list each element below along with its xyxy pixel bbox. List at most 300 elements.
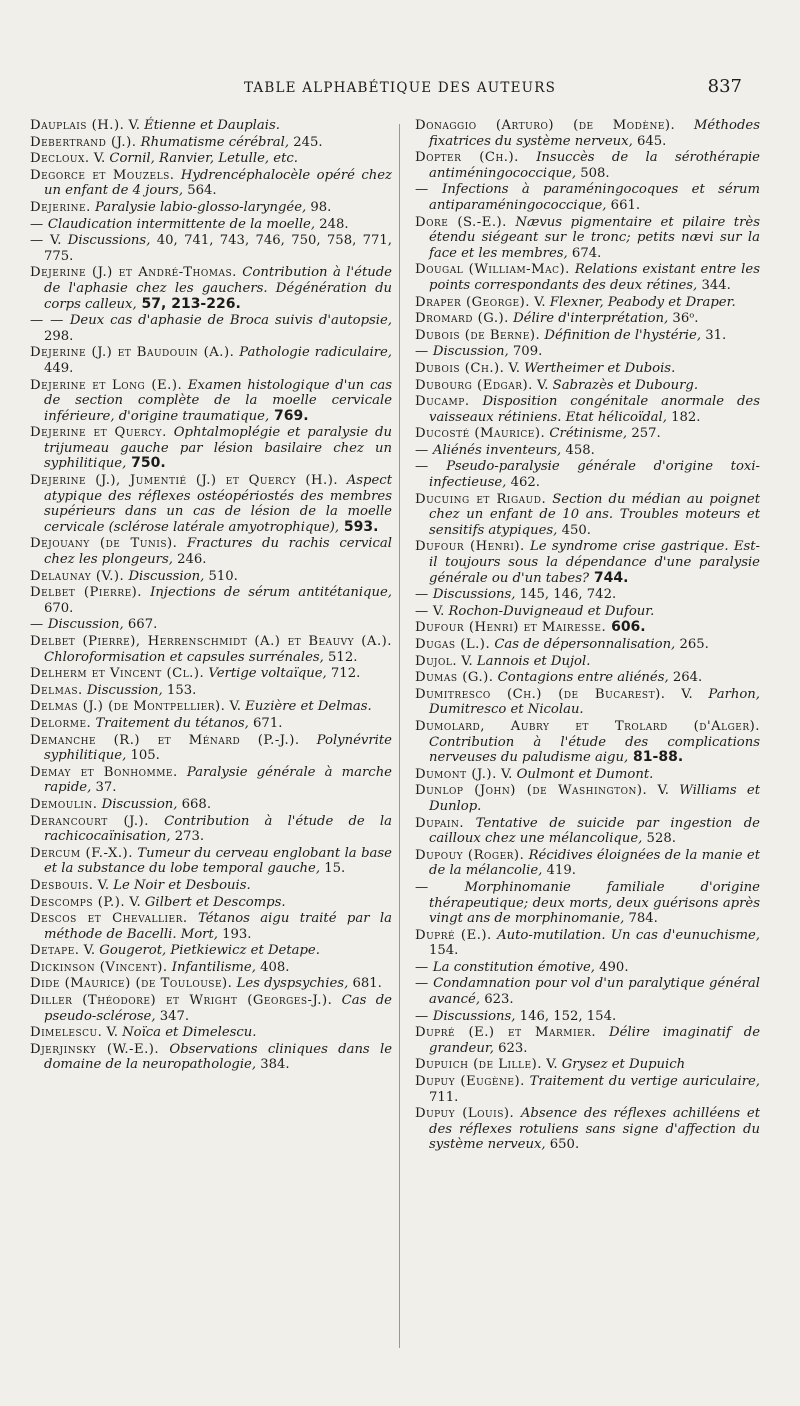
entry-work: Condamnation pour vol d'un paralytique général avancé,	[429, 976, 760, 1008]
entry-page-ref: 490.	[594, 959, 629, 975]
entry-work: Oulmont et Dumont.	[516, 766, 654, 782]
entry-work: Gougerot, Pietkiewicz et Detape.	[99, 943, 320, 959]
entry-name: Dercum (F.-X.).	[30, 845, 133, 861]
entry-sep: V.	[43, 233, 68, 249]
index-entry	[30, 233, 392, 264]
entry-work: Infantilisme,	[171, 959, 256, 975]
entry-work: Claudication intermittente de la moelle,	[47, 216, 316, 232]
entry-sep: V.	[496, 766, 517, 782]
index-entry	[415, 1106, 760, 1153]
index-entry	[415, 928, 760, 959]
entry-name: Desbouis.	[30, 877, 94, 893]
index-entry	[30, 765, 392, 796]
entry-name: Dumolard, Aubry et Trolard (d'Alger).	[415, 718, 760, 734]
entry-sep: V.	[89, 151, 110, 167]
entry-work: Discussion,	[432, 344, 509, 360]
entry-sep	[142, 585, 150, 600]
entry-sep	[300, 733, 317, 748]
entry-sep	[596, 1025, 609, 1040]
entry-work: Cornil, Ranvier, Letulle, etc.	[109, 151, 298, 167]
index-entry	[30, 846, 392, 877]
entry-work: Disposition congénitale anormale des vaisseaux rétiniens. Etat hélicoïdal,	[429, 394, 760, 425]
entry-sep: V.	[79, 943, 100, 959]
index-entry	[415, 960, 760, 976]
entry-page-ref: 458.	[561, 442, 595, 458]
entry-work: Contribution à l'étude de l'aphasie chez les gauchers. Dégénération du corps calleux,	[44, 265, 392, 312]
entry-work: Aspect atypique des réflexes ostéopériostés des membres supérieurs dans un cas de lésion de la moelle cervicale (sclérose latérale amyotrophique),	[44, 473, 392, 535]
entry-page-ref: 645.	[632, 133, 667, 149]
entry-work: Rhumatisme cérébral,	[140, 134, 290, 150]
entry-page-ref: 265.	[675, 637, 709, 652]
index-entry	[415, 848, 760, 879]
entry-page-ref: 145, 146, 742.	[515, 587, 617, 603]
entry-work: Pathologie radiculaire,	[239, 345, 392, 361]
entry-work: Parhon, Dumitresco et Nicolau.	[429, 686, 760, 718]
entry-name: Donaggio (Arturo) (de Modène).	[415, 118, 676, 133]
entry-work: Infections à paraméningocoques et sérum antiparaméningococcique,	[429, 182, 760, 213]
index-entry	[415, 262, 760, 293]
entry-work: Tétanos aigu traité par la méthode de Bacelli. Mort,	[44, 911, 392, 942]
entry-name: Dunlop (John) (de Washington).	[415, 783, 648, 799]
entry-name: Diller (Théodore) et Wright (Georges-J.).	[30, 993, 333, 1009]
entry-page-ref: 711.	[429, 1089, 459, 1105]
index-entry	[415, 719, 760, 766]
entry-work: Pseudo-paralysie générale d'origine toxi-infectieuse,	[429, 459, 760, 491]
entry-name: Draper (George).	[415, 294, 530, 310]
entry-work: Contagions entre aliénés,	[497, 670, 669, 686]
index-entry	[415, 783, 760, 814]
index-entry	[415, 215, 760, 262]
entry-name: Djerjinsky (W.-E.).	[30, 1041, 160, 1057]
entry-page-ref: 623.	[480, 992, 514, 1008]
entry-name: Dore (S.-E.).	[415, 214, 507, 230]
index-entry	[415, 767, 760, 783]
entry-sep	[675, 118, 694, 133]
entry-page-ref: 81-88.	[628, 749, 684, 766]
entry-sep: V.	[124, 118, 145, 133]
entry-page-ref: 146, 152, 154.	[515, 1008, 617, 1024]
entry-work: Cas de dépersonnalisation,	[494, 637, 676, 652]
page-number: 837	[707, 76, 742, 97]
entry-name: —	[415, 459, 429, 475]
index-entry	[415, 295, 760, 311]
entry-name: Dumas (G.).	[415, 670, 494, 686]
entry-work: La constitution émotive,	[432, 959, 595, 975]
entry-work: Section du médian au poignet chez un enfant de 10 ans. Troubles moteurs et sensitifs atypiques,	[429, 491, 760, 538]
entry-name: Dimelescu.	[30, 1025, 103, 1041]
entry-sep	[514, 1106, 521, 1121]
entry-name: Dejerine (J.) et Baudouin (A.).	[30, 345, 235, 361]
index-entry	[30, 473, 392, 535]
index-entry	[415, 976, 760, 1007]
index-entry	[415, 1057, 760, 1073]
index-entry	[415, 816, 760, 847]
entry-name: Demoulin.	[30, 796, 98, 812]
index-entry	[415, 492, 760, 539]
index-entry	[415, 637, 760, 653]
entry-page-ref: 450.	[557, 522, 591, 538]
entry-page-ref: 709.	[508, 344, 543, 360]
entry-work: Discussion,	[128, 568, 205, 584]
index-entry	[415, 118, 760, 149]
entry-work: Délire imaginatif de grandeur,	[429, 1025, 760, 1056]
index-entry	[30, 797, 392, 813]
entry-sep: V.	[504, 360, 525, 376]
index-entry	[415, 378, 760, 394]
index-entry	[30, 617, 392, 633]
entry-sep: V.	[125, 894, 145, 910]
entry-work: Chloroformisation et capsules surrénales,	[44, 649, 324, 665]
entry-name: —	[415, 442, 429, 458]
entry-name: Dopter (Ch.).	[415, 150, 519, 166]
entry-name: Dauplais (H.).	[30, 118, 125, 133]
entry-sep	[429, 182, 442, 197]
entry-page-ref: 154.	[429, 943, 459, 959]
entry-work: Traitement du vertige auriculaire,	[529, 1074, 760, 1090]
entry-work: Insuccès de la sérothérapie antiméningococcique,	[429, 150, 760, 181]
entry-name: Dumitresco (Ch.) (de Bucarest).	[415, 686, 666, 702]
entry-page-ref: 37.	[91, 780, 117, 796]
entry-page-ref: 512.	[323, 649, 358, 665]
entry-work: Relations existant entre les points correspondants des deux rétines,	[429, 262, 760, 293]
entry-page-ref: 40, 741, 743, 746, 750, 758, 771, 775.	[44, 233, 392, 264]
index-entry	[30, 265, 392, 312]
entry-work: Fractures du rachis cervical chez les plongeurs,	[44, 536, 392, 568]
entry-work: Le syndrome crise gastrique. Est-il toujours sous la dépendance d'une paralysie générale ou d'un tabes?	[429, 539, 760, 586]
entry-page-ref: 671.	[248, 715, 283, 731]
entry-sep	[149, 814, 164, 829]
entry-name: Dupuy (Louis).	[415, 1106, 515, 1122]
entry-name: Delbet (Pierre), Herrenschmidt (A.) et Beauvy (A.).	[30, 634, 392, 649]
entry-work: Crétinisme,	[549, 426, 628, 442]
entry-page-ref: 668.	[177, 796, 212, 812]
entry-work: Rochon-Duvigneaud et Dufour.	[448, 603, 655, 619]
entry-name: Debertrand (J.).	[30, 134, 137, 150]
index-entry	[30, 814, 392, 845]
entry-name: —	[415, 344, 429, 360]
index-entry	[415, 443, 760, 459]
entry-work: Absence des réflexes achilléens et des réflexes rotuliens sans signe d'affection du système nerveux,	[429, 1106, 760, 1153]
entry-name: Dubourg (Edgar).	[415, 377, 533, 393]
index-entry	[30, 585, 392, 616]
entry-work: Discussion,	[101, 796, 178, 812]
entry-name: —	[415, 976, 429, 992]
entry-page-ref: 193.	[217, 926, 252, 942]
index-entry	[415, 587, 760, 603]
entry-name: Demanche (R.) et Ménard (P.-J.).	[30, 732, 300, 748]
entry-name: Dugas (L.).	[415, 637, 491, 652]
entry-name: Delherm et Vincent (Cl.).	[30, 666, 205, 682]
entry-sep: V.	[457, 653, 477, 669]
entry-name: —	[415, 1008, 429, 1024]
entry-name: Dupouy (Roger).	[415, 847, 525, 863]
entry-page-ref: 153.	[162, 682, 197, 698]
entry-page-ref: 508.	[576, 165, 610, 181]
entry-name: —	[415, 959, 429, 975]
entry-page-ref: 667.	[123, 617, 158, 633]
index-entry	[415, 182, 760, 213]
entry-work: Aliénés inventeurs,	[432, 442, 562, 458]
entry-work: Tumeur du cerveau englobant la base et la substance du lobe temporal gauche,	[44, 845, 392, 877]
entry-page-ref: 661.	[606, 197, 641, 213]
index-entry	[30, 733, 392, 764]
entry-name: — —	[30, 313, 64, 329]
entry-work: Définition de l'hystérie,	[544, 327, 702, 343]
entry-work: Discussion,	[86, 682, 163, 698]
entry-name: Dejerine (J.) et André-Thomas.	[30, 265, 237, 281]
entry-name: Dupuich (de Lille).	[415, 1057, 542, 1073]
index-entry	[415, 150, 760, 181]
entry-name: Dejerine et Long (E.).	[30, 377, 183, 393]
index-entry	[415, 361, 760, 377]
entry-sep	[167, 425, 174, 440]
entry-page-ref: 462.	[506, 475, 540, 491]
entry-name: Delorme.	[30, 715, 92, 731]
entry-page-ref: 670.	[44, 600, 74, 616]
entry-page-ref: 408.	[255, 959, 290, 975]
entry-work: Étienne et Dauplais.	[144, 118, 280, 133]
entry-page-ref: 674.	[567, 245, 602, 261]
entry-work: Discussion,	[47, 617, 124, 633]
entry-page-ref: 57, 213-226.	[136, 295, 241, 312]
index-entry	[415, 880, 760, 927]
entry-page-ref: 769.	[269, 407, 309, 424]
index-entry	[30, 699, 392, 715]
entry-name: —	[30, 216, 44, 232]
index-entry	[30, 993, 392, 1024]
index-entry	[30, 683, 392, 699]
index-entry	[415, 670, 760, 686]
entry-work: Grysez et Dupuich	[561, 1057, 686, 1073]
entry-name: Dubois (Ch.).	[415, 360, 505, 376]
entry-page-ref: 36ᵒ.	[668, 311, 699, 327]
entry-page-ref: 264.	[668, 670, 703, 686]
entry-sep	[159, 1042, 169, 1057]
entry-page-ref: 248.	[315, 216, 349, 232]
entry-work: Les dyspsychies,	[236, 976, 349, 992]
entry-sep	[188, 911, 198, 926]
page-header	[0, 76, 800, 104]
entry-name: Dumont (J.).	[415, 766, 497, 782]
index-entry	[415, 654, 760, 670]
entry-sep	[429, 880, 465, 895]
entry-name: Ducamp.	[415, 394, 470, 410]
entry-page-ref: 564.	[183, 183, 217, 199]
entry-name: —	[415, 587, 429, 603]
entry-name: Degorce et Mouzels.	[30, 167, 175, 183]
entry-page-ref: 273.	[170, 829, 205, 845]
index-entry	[30, 569, 392, 585]
index-columns	[30, 118, 760, 1386]
index-entry	[30, 217, 392, 233]
entry-page-ref: 245.	[289, 134, 323, 150]
entry-work: Délire d'interprétation,	[513, 311, 669, 327]
entry-name: Delmas.	[30, 682, 83, 698]
entry-work: Sabrazès et Dubourg.	[552, 377, 699, 393]
index-entry	[30, 666, 392, 682]
index-entry	[415, 620, 760, 636]
index-entry	[30, 200, 392, 216]
entry-name: Dufour (Henri).	[415, 539, 525, 555]
entry-sep: V.	[532, 377, 553, 393]
index-entry	[415, 1009, 760, 1025]
entry-name: Demay et Bonhomme.	[30, 764, 178, 780]
index-entry	[30, 151, 392, 167]
entry-name: Dupré (E.) et Marmier.	[415, 1025, 597, 1041]
index-entry	[30, 378, 392, 425]
entry-page-ref: 784.	[624, 911, 658, 927]
entry-page-ref: 31.	[701, 327, 727, 343]
entry-work: Wertheimer et Dubois.	[524, 360, 676, 376]
index-entry	[30, 960, 392, 976]
entry-page-ref: 681.	[348, 976, 382, 992]
left-column	[30, 118, 392, 1386]
entry-page-ref: 298.	[44, 328, 74, 344]
entry-sep	[338, 473, 347, 488]
entry-name: Dejerine et Quercy.	[30, 425, 167, 441]
entry-work: Ophtalmoplégie et paralysie du trijumeau gauche par lésion basilaire chez un syphilitique,	[44, 425, 392, 472]
entry-sep: V.	[102, 1025, 123, 1041]
index-entry	[30, 716, 392, 732]
index-entry	[415, 539, 760, 586]
index-entry	[30, 345, 392, 376]
entry-work: Contribution à l'étude de la rachicocaïnisation,	[44, 813, 392, 845]
entry-page-ref: 650.	[545, 1137, 580, 1153]
index-entry	[415, 459, 760, 490]
entry-page-ref: 257.	[627, 426, 661, 442]
entry-sep	[464, 816, 476, 831]
index-entry	[415, 687, 760, 718]
entry-name: Ducosté (Maurice).	[415, 426, 546, 442]
entry-work: Euzière et Delmas.	[245, 699, 372, 715]
entry-work: Lannois et Dujol.	[476, 653, 591, 669]
entry-name: —	[30, 233, 44, 249]
entry-name: Dejerine.	[30, 199, 91, 215]
index-entry	[30, 634, 392, 665]
entry-work: Injections de sérum antitétanique,	[150, 585, 392, 601]
entry-name: Delbet (Pierre).	[30, 585, 143, 601]
entry-page-ref: 528.	[642, 831, 676, 847]
entry-sep: V.	[529, 294, 550, 310]
entry-name: Descos et Chevallier.	[30, 911, 188, 927]
entry-page-ref: 98.	[306, 199, 332, 215]
entry-work: Discussions,	[432, 1008, 516, 1024]
index-entry	[415, 1025, 760, 1056]
entry-work: Nævus pigmentaire et pilaire très étendu siégeant sur le tronc; petits nævi sur la face et les membres,	[429, 214, 760, 261]
entry-page-ref: 623.	[493, 1040, 528, 1056]
entry-work: Récidives éloignées de la manie et de la mélancolie,	[429, 847, 760, 879]
entry-work: Noïca et Dimelescu.	[122, 1025, 257, 1041]
entry-work: Polynévrite syphilitique,	[44, 732, 392, 764]
index-entry	[30, 425, 392, 472]
entry-name: —	[415, 182, 429, 198]
entry-sep	[429, 459, 447, 474]
entry-work: Observations cliniques dans le domaine de la neuropathologie,	[44, 1041, 392, 1073]
index-entry	[415, 344, 760, 360]
entry-work: Morphinomanie familiale d'origine thérapeutique; deux morts, deux guérisons après vingt ans de morphinomanie,	[429, 879, 760, 927]
entry-page-ref: 750.	[126, 455, 166, 472]
entry-page-ref: 15.	[320, 861, 346, 877]
index-entry	[30, 911, 392, 942]
entry-work: Flexner, Peabody et Draper.	[549, 294, 736, 310]
entry-name: Dupain.	[415, 815, 465, 831]
entry-work: Gilbert et Descomps.	[144, 894, 286, 910]
entry-page-ref: 347.	[155, 1008, 190, 1024]
entry-name: Delaunay (V.).	[30, 568, 125, 584]
entry-page-ref: 593.	[339, 518, 379, 535]
index-entry	[30, 943, 392, 959]
index-entry	[415, 604, 760, 620]
entry-work: Contribution à l'étude des complications nerveuses du paludisme aigu,	[429, 734, 760, 766]
entry-name: Dejerine (J.), Jumentié (J.) et Quercy (H.).	[30, 473, 339, 489]
entry-name: Dupuy (Eugène).	[415, 1074, 525, 1090]
entry-name: Delmas (J.) (de Montpellier).	[30, 699, 226, 715]
entry-sep	[178, 765, 187, 780]
index-entry	[415, 1074, 760, 1105]
entry-work: Traitement du tétanos,	[95, 715, 249, 731]
entry-name: Descomps (P.).	[30, 894, 126, 910]
entry-page-ref: 712.	[326, 666, 361, 682]
entry-page-ref: 182.	[666, 409, 701, 425]
entry-name: Decloux.	[30, 151, 90, 167]
entry-name: Derancourt (J.).	[30, 813, 149, 829]
entry-work: Deux cas d'aphasie de Broca suivis d'autopsie,	[69, 313, 392, 329]
entry-work: Auto-mutilation. Un cas d'eunuchisme,	[497, 927, 760, 943]
index-entry	[30, 1042, 392, 1073]
index-entry	[30, 118, 392, 134]
index-entry	[30, 1025, 392, 1041]
entry-page-ref: 384.	[256, 1057, 290, 1073]
entry-page-ref: 105.	[126, 748, 160, 764]
entry-work: Williams et Dunlop.	[429, 783, 760, 814]
entry-work: Le Noir et Desbouis.	[113, 877, 251, 893]
right-column	[415, 118, 760, 1386]
entry-work: Vertige voltaïque,	[208, 666, 327, 682]
index-entry	[30, 135, 392, 151]
entry-work: Examen histologique d'un cas de section complète de la moelle cervicale inférieure, d'origine traumatique,	[44, 377, 392, 424]
entry-page-ref: 606.	[606, 619, 646, 636]
entry-sep	[470, 394, 483, 409]
entry-sep: V.	[665, 686, 709, 702]
entry-page-ref: 246.	[172, 552, 207, 568]
entry-name: Dromard (G.).	[415, 311, 509, 327]
index-entry	[30, 168, 392, 199]
index-entry	[30, 976, 392, 992]
entry-sep: V.	[647, 783, 680, 799]
index-entry	[415, 394, 760, 425]
entry-work: Discussions,	[67, 233, 151, 249]
index-entry	[30, 878, 392, 894]
entry-sep: V.	[541, 1057, 562, 1073]
index-entry	[30, 313, 392, 344]
entry-work: Discussions,	[432, 587, 516, 603]
entry-sep	[177, 536, 187, 551]
entry-page-ref: 419.	[542, 863, 576, 879]
index-entry	[30, 536, 392, 567]
entry-name: —	[30, 617, 44, 633]
entry-page-ref: 510.	[204, 568, 238, 584]
entry-work: Paralysie générale à marche rapide,	[44, 764, 392, 796]
index-entry	[415, 426, 760, 442]
entry-sep	[519, 150, 536, 165]
entry-sep: V.	[225, 699, 246, 715]
entry-name: Dejouany (de Tunis).	[30, 536, 178, 552]
entry-sep	[332, 993, 341, 1008]
entry-work: Tentative de suicide par ingestion de cailloux chez une mélancolique,	[429, 815, 760, 847]
entry-name: Dujol.	[415, 653, 458, 669]
entry-work: Hydrencéphalocèle opéré chez un enfant de 4 jours,	[44, 167, 392, 199]
entry-name: Dufour (Henri) et Mairesse.	[415, 620, 607, 636]
